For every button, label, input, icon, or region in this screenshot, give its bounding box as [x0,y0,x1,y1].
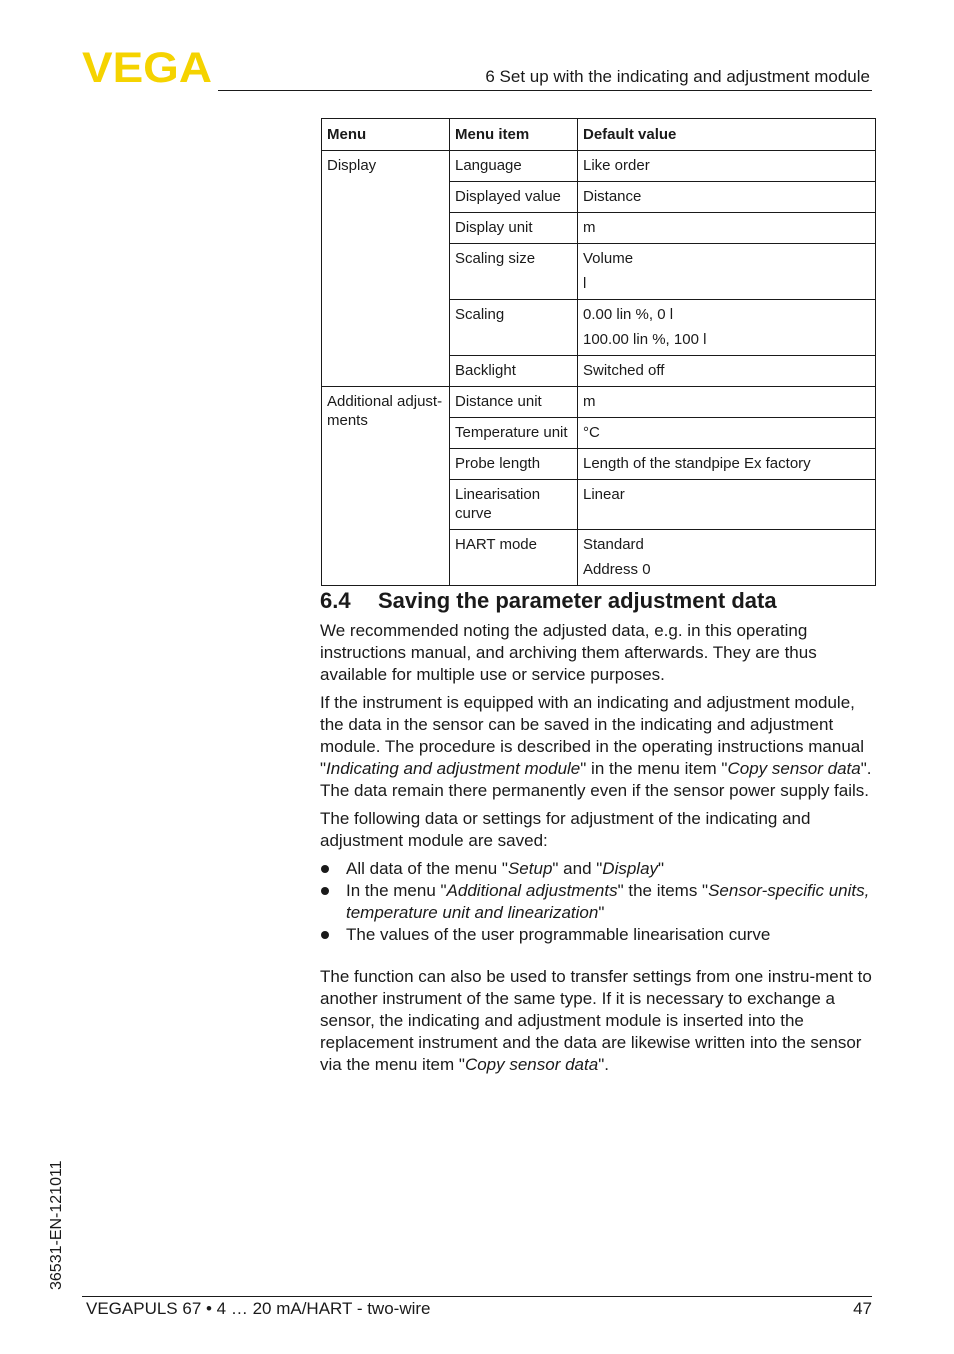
default-value: Switched off [583,362,665,379]
default-value: l [583,275,587,292]
menu-item-cell: Display unit [450,213,578,244]
emphasis: Sensor-specific units, temperature unit and linearization [346,881,870,922]
header-section-title: 6 Set up with the indicating and adjustment module [485,67,870,86]
list-item [320,858,872,880]
menu-item-cell: Scaling [450,300,578,356]
paragraph: The following data or settings for adjustment of the indicating and adjustment module are saved: [320,809,811,850]
section-number: 6.4 [320,588,351,613]
emphasis: Indicating and adjustment module [326,759,581,778]
vega-logo [82,50,212,84]
menu-item-cell: Backlight [450,356,578,387]
text-run: The function can also be used to transfer settings from one instru-ment to another instrument of the same type. If it is necessary to exchange a sensor, the indicating and adjustment module is inserted into the replacement instrument and the data are likewise written into the sensor via the menu item " [320,967,872,1074]
default-value: Distance [583,188,642,205]
column-header-menu-item: Menu item [450,119,578,151]
default-value-cell [578,213,876,244]
table-row [322,151,876,182]
paragraph [320,692,872,802]
emphasis: Display [602,859,659,878]
default-value: m [583,393,596,410]
table-header-row [322,119,876,151]
default-value: Volume [583,250,634,267]
column-header-menu: Menu [322,119,450,151]
default-value: Like order [583,157,650,174]
footer-product: VEGAPULS 67 • 4 … 20 mA/HART - two-wire [86,1299,431,1318]
paragraph: We recommended noting the adjusted data, e.g. in this operating instructions manual, and archiving them afterwards. They are thus available for multiple use or service purposes. [320,621,817,684]
text-run: " the items " [617,881,709,900]
default-value-cell [578,480,876,530]
emphasis: Copy sensor data [727,759,861,778]
section-title: Saving the parameter adjustment data [378,588,777,613]
column-header-default-value: Default value [578,119,876,151]
text-run: In the menu " [346,881,447,900]
default-value-cell [578,356,876,387]
vega-logo-text: VEGA [82,50,212,84]
page-number: 47 [853,1299,872,1318]
emphasis: Copy sensor data [464,1055,599,1074]
table-row [322,387,876,418]
default-value-cell [578,300,876,356]
default-value-cell [578,151,876,182]
text-run: All data of the menu " [346,859,508,878]
default-value: Address 0 [583,561,651,578]
saved-data-list [320,858,872,946]
menu-item-cell: Displayed value [450,182,578,213]
default-value: 0.00 lin %, 0 l [583,306,674,323]
default-value-cell [578,449,876,480]
menu-cell-additional-adjustments: Additional adjust-ments [322,387,450,586]
text-run: " and " [552,859,603,878]
emphasis: Additional adjustments [446,881,618,900]
text-run: If the instrument is equipped with an indicating and adjustment module, the data in the sensor can be saved in the indicating and adjustment module. The procedure is described in the operating instructions manual " [320,693,864,778]
menu-item-cell: Scaling size [450,244,578,300]
default-value-cell [578,244,876,300]
text-run: ". [598,1055,609,1074]
menu-item-cell: Temperature unit [450,418,578,449]
default-value: °C [583,424,600,441]
default-value-cell [578,530,876,586]
default-value: Length of the standpipe Ex factory [583,455,811,472]
default-value: 100.00 lin %, 100 l [583,331,707,348]
emphasis: Setup [507,859,553,878]
list-item [320,880,872,924]
menu-item-cell: Linearisation curve [450,480,578,530]
menu-item-cell: Distance unit [450,387,578,418]
document-code: 36531-EN-121011 [48,1160,65,1290]
section-heading [320,588,777,614]
spacer [320,952,872,966]
section-body [320,620,872,1082]
menu-item-cell: Language [450,151,578,182]
default-value: Linear [583,486,625,503]
default-settings-table [321,118,876,586]
default-value-cell [578,418,876,449]
header-divider [218,90,872,91]
text-run: " in the menu item " [580,759,728,778]
list-item: The values of the user programmable linearisation curve [320,924,872,946]
default-value-cell [578,182,876,213]
text-run: " [658,859,665,878]
default-value: m [583,219,596,236]
text-run: ". The data remain there permanently even if the sensor power supply fails. [320,759,872,800]
default-value: Standard [583,536,644,553]
menu-item-cell: HART mode [450,530,578,586]
menu-cell-display: Display [322,151,450,387]
text-run: " [598,903,605,922]
default-value-cell [578,387,876,418]
menu-item-cell: Probe length [450,449,578,480]
footer-divider [82,1296,872,1297]
paragraph [320,966,872,1076]
